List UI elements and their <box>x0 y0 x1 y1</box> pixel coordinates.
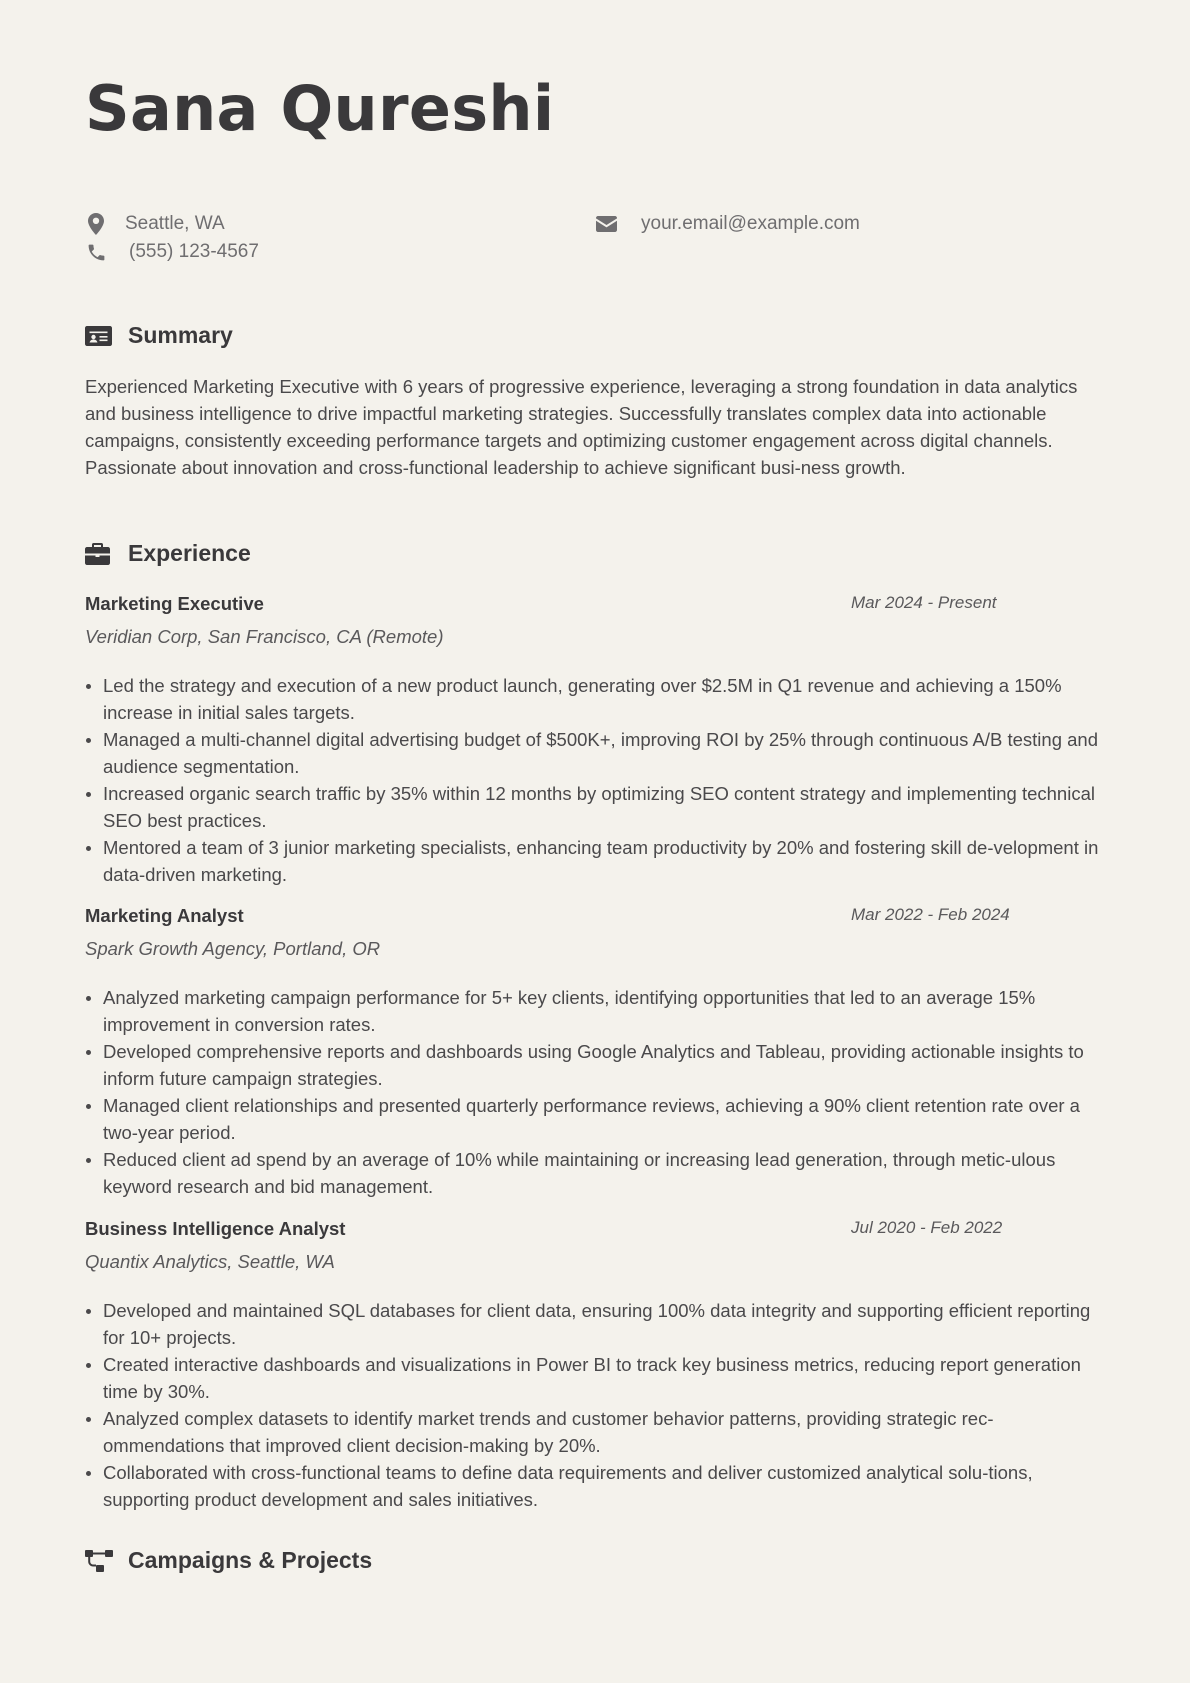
id-card-icon <box>85 324 113 348</box>
candidate-name: Sana Qureshi <box>85 72 555 145</box>
job-title: Business Intelligence Analyst <box>85 1218 346 1239</box>
summary-heading <box>85 322 233 349</box>
job-date: Mar 2022 - Feb 2024 <box>851 905 1010 924</box>
briefcase-icon <box>85 542 113 566</box>
list-item: Managed client relationships and presented quarterly performance reviews, achieving a 90% client retention rate over a two-year period. <box>85 1092 1107 1146</box>
job-date: Jul 2020 - Feb 2022 <box>851 1218 1003 1237</box>
summary-title: Summary <box>128 322 233 348</box>
job-company: Veridian Corp, San Francisco, CA (Remote) <box>85 626 444 647</box>
list-item: Analyzed marketing campaign performance for 5+ key clients, identifying opportunities that led to an average 15% improvement in conversion rates. <box>85 984 1107 1038</box>
list-item: Analyzed complex datasets to identify market trends and customer behavior patterns, providing strategic rec-ommendations that improved client decision-making by 20%. <box>85 1405 1107 1459</box>
list-item: Collaborated with cross-functional teams to define data requirements and deliver customized analytical solu-tions, supporting product development and sales initiatives. <box>85 1459 1107 1513</box>
phone-text[interactable]: (555) 123-4567 <box>129 241 259 262</box>
summary-text: Experienced Marketing Executive with 6 years of progressive experience, leveraging a strong foundation in data analytics and business intelligence to drive impactful marketing strategies. Successfully translates complex data into actionable campaigns, consistently exceeding performance targets and optimizing customer engagement across digital channels. Passionate about innovation and cross-functional leadership to achieve significant busi-ness growth. <box>85 376 1078 478</box>
email-text[interactable]: your.email@example.com <box>641 213 860 234</box>
contact-phone <box>85 241 259 263</box>
job-bullets <box>85 672 1107 888</box>
job-company: Quantix Analytics, Seattle, WA <box>85 1251 335 1272</box>
contact-email <box>595 213 860 235</box>
list-item: Developed and maintained SQL databases for client data, ensuring 100% data integrity and supporting efficient reporting for 10+ projects. <box>85 1297 1107 1351</box>
map-pin-icon <box>85 213 107 235</box>
projects-heading <box>85 1547 372 1574</box>
list-item: Led the strategy and execution of a new product launch, generating over $2.5M in Q1 revenue and achieving a 150% increase in initial sales targets. <box>85 672 1107 726</box>
job-bullets <box>85 984 1107 1200</box>
list-item: Reduced client ad spend by an average of 10% while maintaining or increasing lead generation, through metic-ulous keyword research and bid management. <box>85 1146 1107 1200</box>
job-bullets <box>85 1297 1107 1513</box>
job-date: Mar 2024 - Present <box>851 593 997 612</box>
list-item: Increased organic search traffic by 35% within 12 months by optimizing SEO content strategy and implementing technical SEO best practices. <box>85 780 1107 834</box>
job-title: Marketing Executive <box>85 593 264 614</box>
contact-location <box>85 213 225 235</box>
diagram-project-icon <box>85 1549 113 1573</box>
location-text: Seattle, WA <box>125 213 225 234</box>
phone-icon <box>85 241 107 263</box>
projects-title: Campaigns & Projects <box>128 1547 373 1573</box>
list-item: Mentored a team of 3 junior marketing specialists, enhancing team productivity by 20% and fostering skill de-velopment in data-driven marketing. <box>85 834 1107 888</box>
list-item: Created interactive dashboards and visualizations in Power BI to track key business metrics, reducing report generation time by 30%. <box>85 1351 1107 1405</box>
experience-title: Experience <box>128 540 251 566</box>
list-item: Developed comprehensive reports and dashboards using Google Analytics and Tableau, providing actionable insights to inform future campaign strategies. <box>85 1038 1107 1092</box>
job-title: Marketing Analyst <box>85 905 244 926</box>
job-company: Spark Growth Agency, Portland, OR <box>85 938 381 959</box>
envelope-icon <box>595 213 617 235</box>
list-item: Managed a multi-channel digital advertising budget of $500K+, improving ROI by 25% through continuous A/B testing and audience segmentation. <box>85 726 1107 780</box>
experience-heading <box>85 540 251 567</box>
